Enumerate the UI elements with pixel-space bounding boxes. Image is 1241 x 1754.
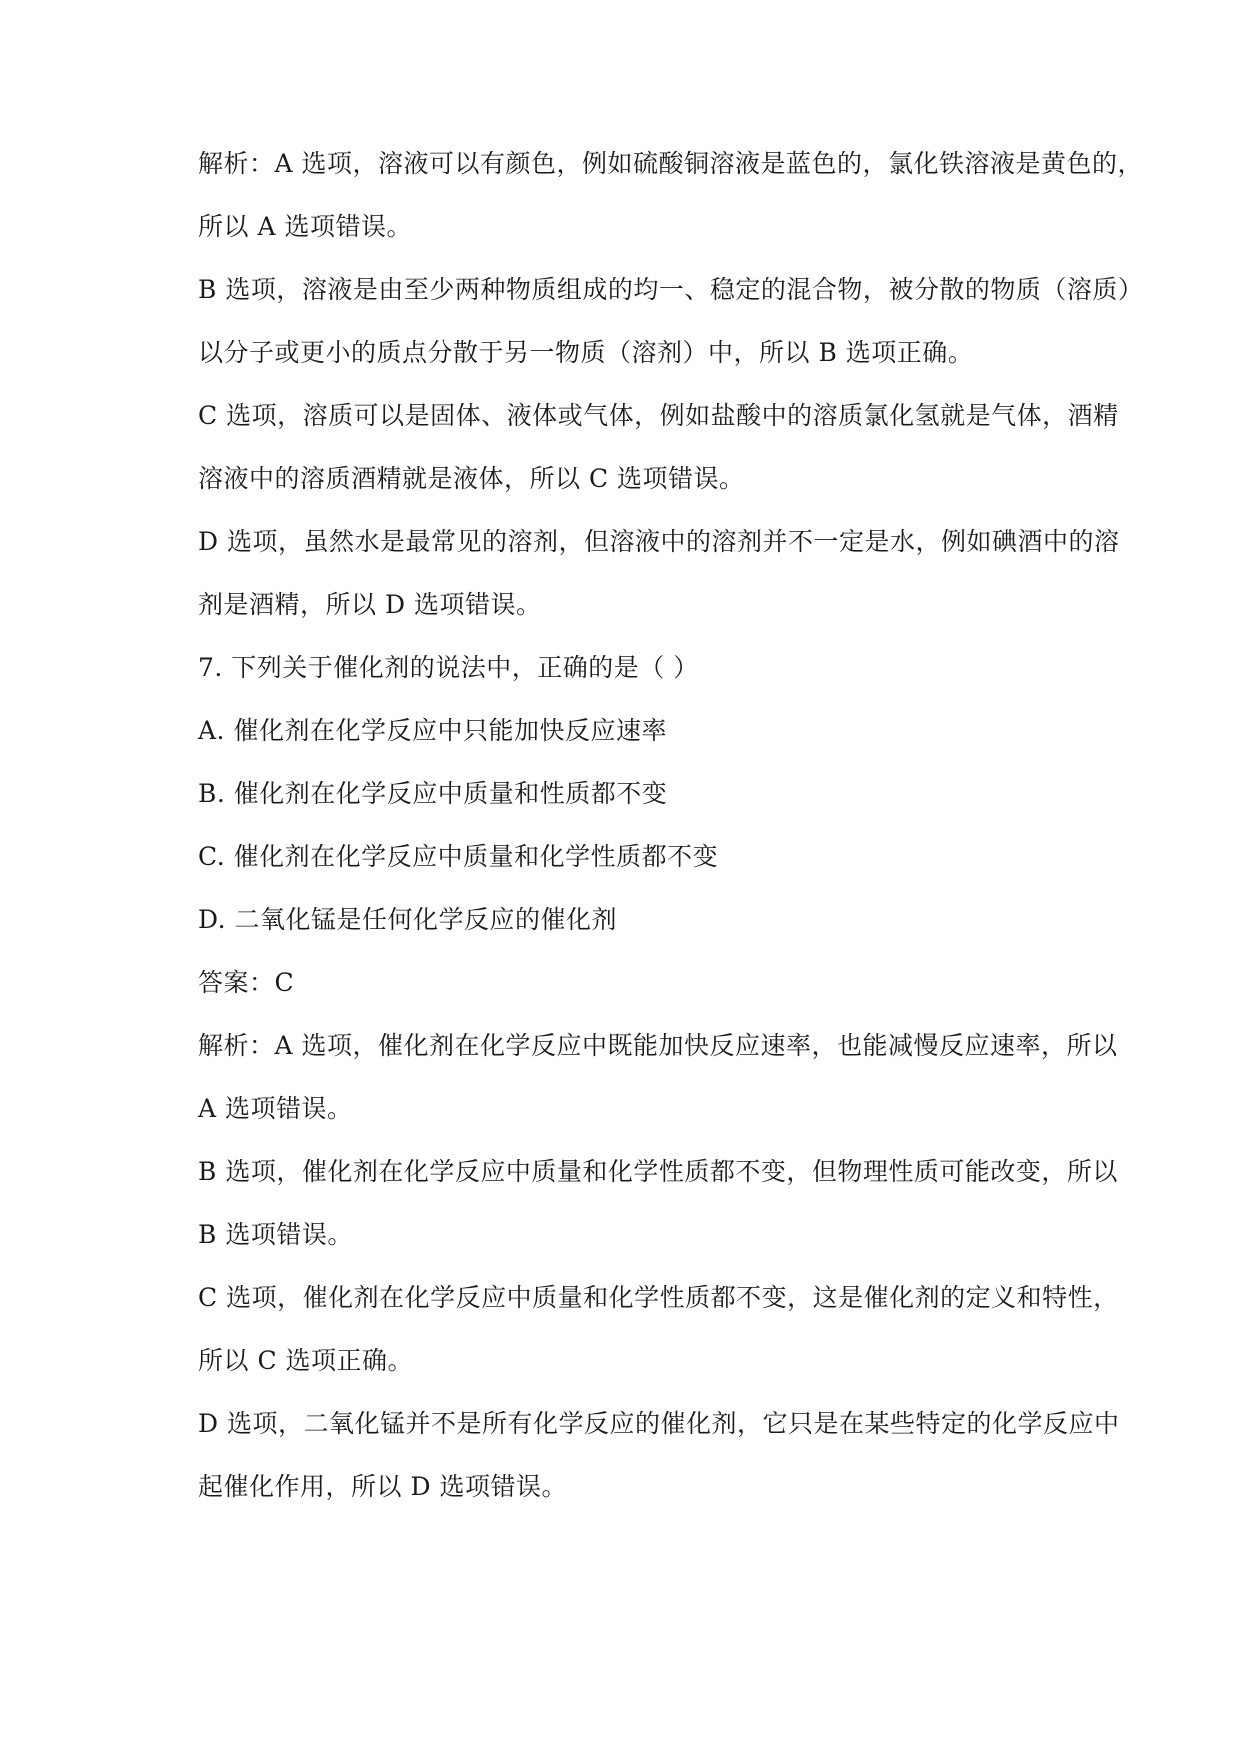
analysis-line: 剂是酒精，所以 D 选项错误。 [198,590,542,619]
analysis-line: A 选项错误。 [198,1094,353,1123]
analysis-line: 溶液中的溶质酒精就是液体，所以 C 选项错误。 [198,464,745,493]
option-b: B. 催化剂在化学反应中质量和性质都不变 [198,779,668,808]
option-d: D. 二氧化锰是任何化学反应的催化剂 [198,905,618,934]
analysis-line: D 选项，二氧化锰并不是所有化学反应的催化剂，它只是在某些特定的化学反应中 [198,1409,1120,1438]
option-a: A. 催化剂在化学反应中只能加快反应速率 [198,716,667,745]
question-stem: 7. 下列关于催化剂的说法中，正确的是（ ） [198,653,699,682]
analysis-line: 解析：A 选项，溶液可以有颜色，例如硫酸铜溶液是蓝色的，氯化铁溶液是黄色的， [198,149,1144,178]
analysis-line: 以分子或更小的质点分散于另一物质（溶剂）中，所以 B 选项正确。 [198,338,974,367]
analysis-line: B 选项，催化剂在化学反应中质量和化学性质都不变，但物理性质可能改变，所以 [198,1157,1118,1186]
analysis-line: B 选项，溶液是由至少两种物质组成的均一、稳定的混合物，被分散的物质（溶质） [198,275,1144,304]
analysis-line: B 选项错误。 [198,1220,353,1249]
answer-line: 答案：C [198,968,295,997]
option-c: C. 催化剂在化学反应中质量和化学性质都不变 [198,842,719,871]
analysis-line: 所以 A 选项错误。 [198,212,412,241]
analysis-line: C 选项，溶质可以是固体、液体或气体，例如盐酸中的溶质氯化氢就是气体，酒精 [198,401,1119,430]
analysis-line: D 选项，虽然水是最常见的溶剂，但溶液中的溶剂并不一定是水，例如碘酒中的溶 [198,527,1120,556]
analysis-line: 起催化作用，所以 D 选项错误。 [198,1472,567,1501]
analysis-line: C 选项，催化剂在化学反应中质量和化学性质都不变，这是催化剂的定义和特性， [198,1283,1119,1312]
analysis-line: 解析：A 选项，催化剂在化学反应中既能加快反应速率，也能减慢反应速率，所以 [198,1031,1118,1060]
analysis-line: 所以 C 选项正确。 [198,1346,414,1375]
